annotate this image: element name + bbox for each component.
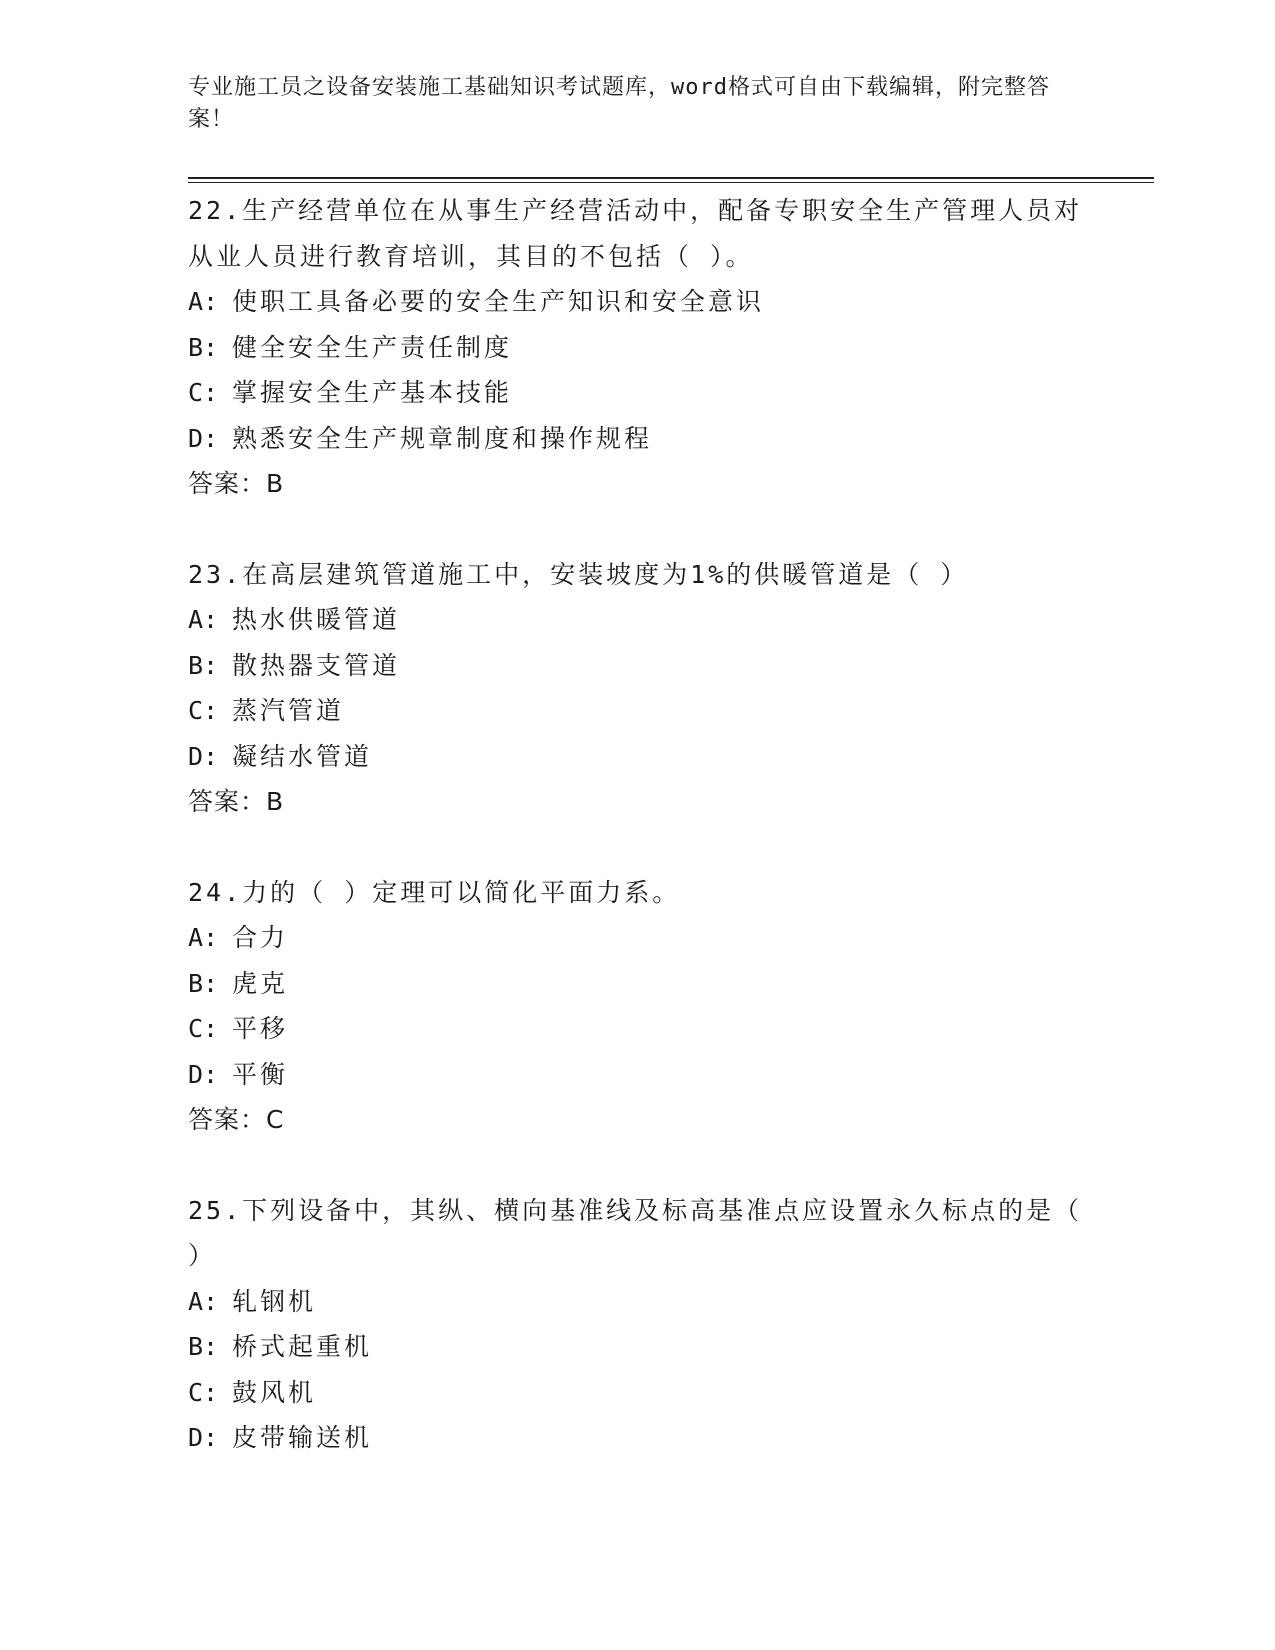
- option-a: [188, 597, 1088, 643]
- option-a: [188, 279, 1088, 325]
- option-key: B:: [188, 968, 219, 998]
- question-24: [188, 870, 1088, 1143]
- option-key: A:: [188, 605, 219, 634]
- option-text: 虎克: [232, 968, 289, 998]
- option-key: B:: [188, 1332, 219, 1361]
- option-key: C:: [188, 378, 219, 407]
- option-key: D:: [188, 1423, 219, 1452]
- question-stem: 24.力的（ ）定理可以简化平面力系。: [188, 877, 681, 907]
- option-d: [188, 734, 1088, 780]
- question-25: [188, 1188, 1088, 1461]
- question-23: [188, 552, 1088, 825]
- option-key: C:: [188, 1014, 219, 1043]
- document-header: 专业施工员之设备安装施工基础知识考试题库，word格式可自由下载编辑，附完整答案！: [188, 75, 1050, 132]
- option-c: [188, 1370, 1088, 1416]
- option-key: D:: [188, 1059, 219, 1089]
- option-text: 鼓风机: [232, 1377, 317, 1407]
- option-d: [188, 1052, 1088, 1098]
- question-22: [188, 188, 1088, 507]
- option-key: D:: [188, 423, 219, 453]
- option-b: [188, 325, 1088, 371]
- answer-line: 答案：C: [188, 1105, 285, 1134]
- option-key: A:: [188, 923, 219, 952]
- option-text: 轧钢机: [232, 1286, 317, 1316]
- option-text: 健全安全生产责任制度: [232, 332, 513, 362]
- option-text: 使职工具备必要的安全生产知识和安全意识: [232, 287, 765, 316]
- option-c: [188, 370, 1088, 416]
- question-list: [188, 188, 1088, 1506]
- option-text: 热水供暖管道: [232, 605, 401, 634]
- answer-line: 答案：B: [188, 787, 285, 816]
- option-key: C:: [188, 696, 219, 725]
- option-d: [188, 416, 1088, 462]
- option-text: 散热器支管道: [232, 650, 401, 680]
- question-stem: 23.在高层建筑管道施工中，安装坡度为1%的供暖管道是（ ）: [188, 559, 969, 589]
- option-b: [188, 961, 1088, 1007]
- option-key: B:: [188, 332, 219, 362]
- header-divider-thick: [188, 177, 1154, 179]
- option-key: B:: [188, 650, 219, 680]
- option-text: 桥式起重机: [232, 1332, 373, 1361]
- option-key: C:: [188, 1377, 219, 1407]
- option-d: [188, 1415, 1088, 1461]
- option-key: D:: [188, 741, 219, 771]
- option-text: 掌握安全生产基本技能: [232, 378, 513, 407]
- option-text: 合力: [232, 923, 289, 952]
- option-b: [188, 1324, 1088, 1370]
- option-b: [188, 643, 1088, 689]
- option-a: [188, 915, 1088, 961]
- option-text: 熟悉安全生产规章制度和操作规程: [232, 423, 653, 453]
- question-stem: 22.生产经营单位在从事生产经营活动中，配备专职安全生产管理人员对从业人员进行教育培训，其目的不包括（ ）。: [188, 196, 1083, 271]
- option-a: [188, 1279, 1088, 1325]
- option-key: A:: [188, 287, 219, 316]
- header-divider-thin: [188, 182, 1154, 183]
- option-key: A:: [188, 1286, 219, 1316]
- answer-line: 答案：B: [188, 469, 285, 498]
- question-stem: 25.下列设备中，其纵、横向基准线及标高基准点应设置永久标点的是（ ）: [188, 1195, 1083, 1270]
- option-text: 皮带输送机: [232, 1423, 373, 1452]
- option-c: [188, 688, 1088, 734]
- option-c: [188, 1006, 1088, 1052]
- option-text: 平衡: [232, 1059, 289, 1089]
- option-text: 平移: [232, 1014, 289, 1043]
- option-text: 蒸汽管道: [232, 696, 345, 725]
- option-text: 凝结水管道: [232, 741, 373, 771]
